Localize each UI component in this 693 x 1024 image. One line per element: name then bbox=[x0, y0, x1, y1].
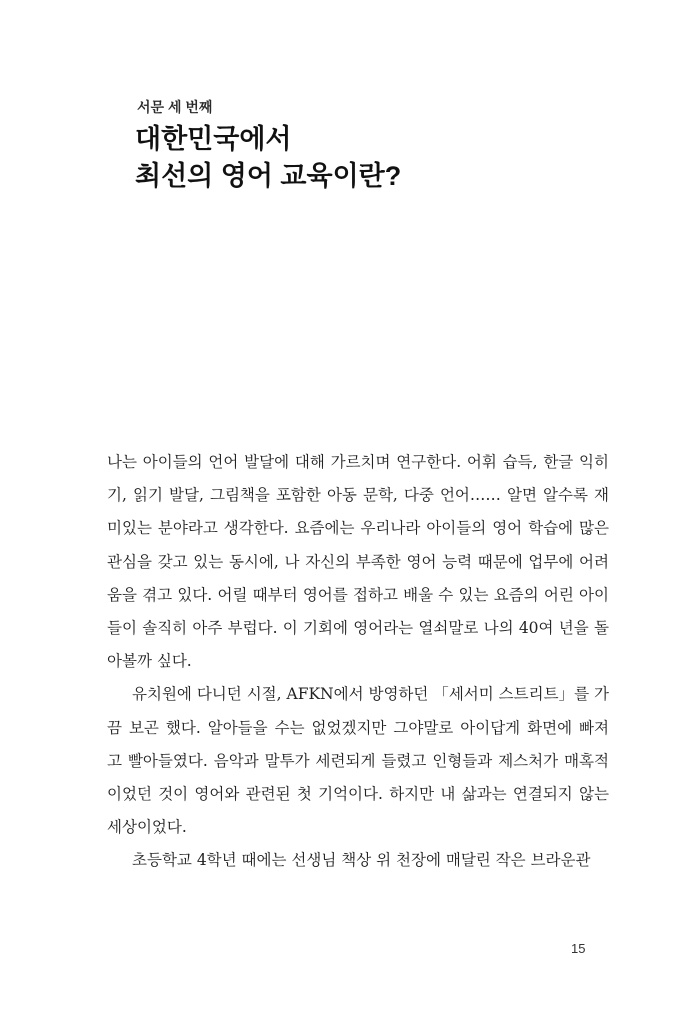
chapter-title-line-2: 최선의 영어 교육이란? bbox=[135, 161, 402, 191]
body-text bbox=[107, 446, 609, 878]
chapter-title bbox=[135, 121, 401, 195]
paragraph-3: 초등학교 4학년 때에는 선생님 책상 위 천장에 매달린 작은 브라운관 bbox=[132, 851, 591, 870]
chapter-label: 서문 세 번째 bbox=[137, 99, 213, 115]
paragraph-1: 나는 아이들의 언어 발달에 대해 가르치며 연구한다. 어휘 습득, 한글 익히기, 읽기 발달, 그림책을 포함한 아동 문학, 다중 언어…… 알면 알수록 재미있는 분야라고 생각한다. 요즘에는 우리나라 아이들의 영어 학습에 많은 관심을 갖고 있는 동시에, 나 자신의 부족한 영어 능력 때문에 업무에 어려움을 겪고 있다. 어릴 때부터 영어를 접하고 배울 수 있는 요즘의 어린 아이들이 솔직히 아주 부럽다. 이 기회에 영어라는 열쇠말로 나의 40여 년을 돌아볼까 싶다. bbox=[107, 453, 609, 671]
chapter-title-line-1: 대한민국에서 bbox=[135, 124, 292, 154]
page-number: 15 bbox=[571, 941, 586, 956]
paragraph-2: 유치원에 다니던 시절, AFKN에서 방영하던 「세서미 스트리트」를 가끔 보곤 했다. 알아들을 수는 없었겠지만 그야말로 아이답게 화면에 빠져 고 빨아들였다. 음악과 말투가 세련되게 들렸고 인형들과 제스처가 매혹적이었던 것이 영어와 관련된 첫 기억이다. 하지만 내 삶과는 연결되지 않는 세상이었다. bbox=[107, 685, 609, 837]
